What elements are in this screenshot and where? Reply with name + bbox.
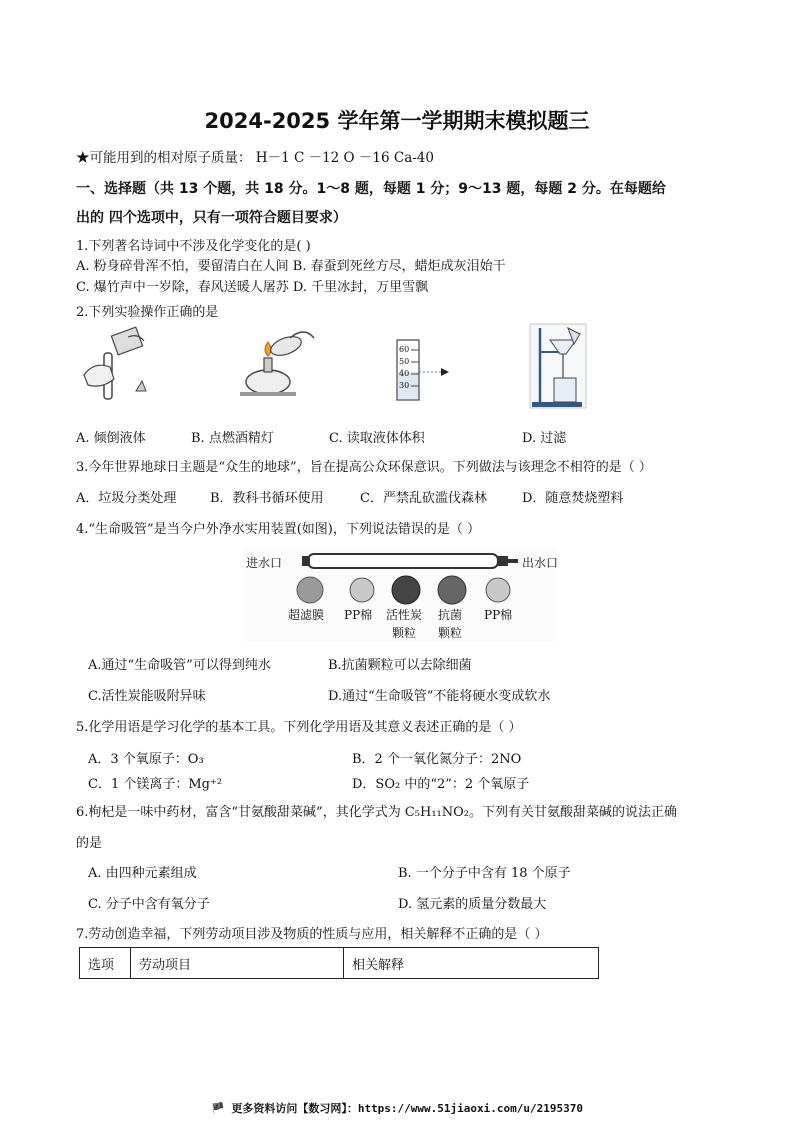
footer-link[interactable]: 🏴 更多资料访问【数习网】：https://www.51jiaoxi.com/u/2195370 xyxy=(211,1102,583,1115)
q2-figure-filtration xyxy=(528,322,588,410)
q3-option-d: D．随意焚烧塑料 xyxy=(522,491,624,506)
q2-option-d: D. 过滤 xyxy=(522,431,567,446)
q5-stem: 5.化学用语是学习化学的基本工具。下列化学用语及其意义表述正确的是（ ） xyxy=(76,720,522,735)
q4-figure-life-straw xyxy=(244,548,559,642)
q7-header-explanation: 相关解释 xyxy=(344,948,599,979)
q1-options-row2: C. 爆竹声中一岁除，春风送暖人屠苏 D. 千里冰封，万里雪飘 xyxy=(76,280,429,295)
section1-heading-line1: 一、选择题（共 13 个题，共 18 分。1～8 题，每题 1 分；9～13 题，每题 2 分。在每题给 xyxy=(76,181,666,197)
q7-header-option: 选项 xyxy=(80,948,131,979)
layer-activated-carbon-label-line2: 颗粒 xyxy=(392,626,417,640)
section1-heading-line2: 出的 四个选项中，只有一项符合题目要求） xyxy=(76,210,347,226)
q6-option-b: B. 一个分子中含有 18 个原子 xyxy=(398,866,571,881)
q3-option-b: B．教科书循环使用 xyxy=(210,491,324,506)
layer-activated-carbon-label: 活性炭 xyxy=(386,608,423,622)
life-straw-inlet-label: 进水口 xyxy=(246,556,283,570)
q4-option-a: A.通过“生命吸管”可以得到纯水 xyxy=(88,658,271,673)
atomic-mass-line: ★可能用到的相对原子质量： H－1 C －12 O －16 Ca-40 xyxy=(76,150,434,166)
q5-option-b: B．2 个一氧化氮分子：2NO xyxy=(352,752,522,767)
cylinder-tick-30: 30 xyxy=(399,381,410,390)
layer-ultrafiltration-label: 超滤膜 xyxy=(288,608,325,622)
q2-stem: 2.下列实验操作正确的是 xyxy=(76,305,219,320)
cylinder-tick-40: 40 xyxy=(399,369,410,378)
q6-option-c: C. 分子中含有氧分子 xyxy=(88,897,210,912)
q2-figure-alcohol-lamp xyxy=(228,320,318,404)
q2-figure-pouring xyxy=(74,325,164,407)
q5-option-c: C．1 个镁离子：Mg⁺² xyxy=(88,777,223,792)
layer-antibacterial-label-line2: 颗粒 xyxy=(438,626,463,640)
q1-options-row1: A. 粉身碎骨浑不怕，要留清白在人间 B. 春蚕到死丝方尽，蜡炬成灰泪始干 xyxy=(76,259,506,274)
q6-stem-line1: 6.枸杞是一味中药材，富含“甘氨酸甜菜碱”，其化学式为 C₅H₁₁NO₂。下列有关甘氨酸甜菜碱的说法正确 xyxy=(76,805,677,820)
cylinder-tick-50: 50 xyxy=(399,357,410,366)
page-title: 2024-2025 学年第一学期期末模拟题三 xyxy=(204,109,590,133)
layer-pp-cotton-2-label: PP棉 xyxy=(484,608,513,622)
q5-option-d: D．SO₂ 中的“2”：2 个氧原子 xyxy=(352,777,530,792)
q5-option-a: A．3 个氧原子：O₃ xyxy=(88,752,204,767)
q1-stem: 1.下列著名诗词中不涉及化学变化的是( ) xyxy=(76,239,311,254)
q7-table-header-row xyxy=(80,948,599,979)
layer-antibacterial-label: 抗菌 xyxy=(438,608,463,622)
q7-table xyxy=(79,947,599,979)
q2-option-a: A. 倾倒液体 xyxy=(76,431,146,446)
q4-option-c: C.活性炭能吸附异味 xyxy=(88,689,206,704)
q6-option-d: D. 氢元素的质量分数最大 xyxy=(398,897,547,912)
q4-stem: 4.“生命吸管”是当今户外净水实用装置(如图)，下列说法错误的是（ ） xyxy=(76,522,480,537)
q4-option-d: D.通过“生命吸管”不能将硬水变成软水 xyxy=(328,689,551,704)
q3-option-a: A．垃圾分类处理 xyxy=(76,491,177,506)
q7-stem: 7.劳动创造幸福，下列劳动项目涉及物质的性质与应用，相关解释不正确的是（ ） xyxy=(76,927,548,942)
q6-stem-line2: 的是 xyxy=(76,836,103,851)
q2-option-c: C. 读取液体体积 xyxy=(329,431,425,446)
q4-option-b: B.抗菌颗粒可以去除细菌 xyxy=(328,658,472,673)
life-straw-outlet-label: 出水口 xyxy=(522,556,559,570)
q7-header-labor-item: 劳动项目 xyxy=(131,948,344,979)
q3-stem: 3.今年世界地球日主题是“众生的地球”，旨在提高公众环保意识。下列做法与该理念不相符的是（ ） xyxy=(76,460,652,475)
layer-pp-cotton-1-label: PP棉 xyxy=(344,608,373,622)
q3-option-c: C．严禁乱砍滥伐森林 xyxy=(360,491,487,506)
q2-figure-cylinder xyxy=(393,338,453,402)
q2-option-b: B. 点燃酒精灯 xyxy=(191,431,274,446)
q6-option-a: A. 由四种元素组成 xyxy=(88,866,197,881)
cylinder-tick-60: 60 xyxy=(399,345,410,354)
